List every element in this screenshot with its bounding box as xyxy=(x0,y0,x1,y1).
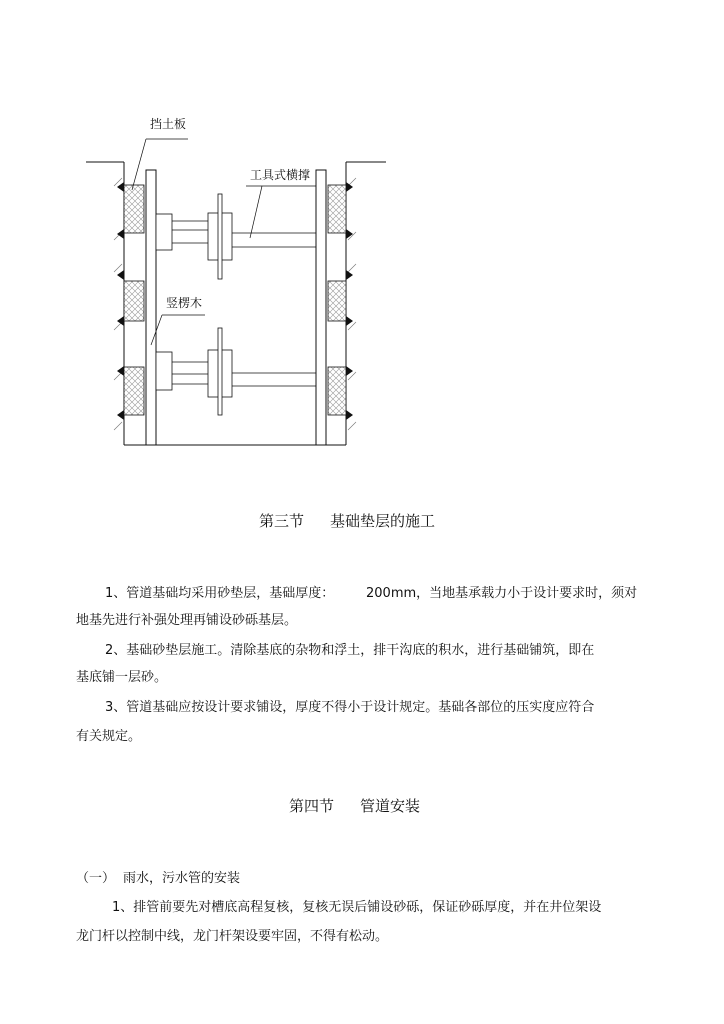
section4-heading xyxy=(289,799,420,814)
section4-title: 管道安装 xyxy=(360,797,421,815)
label-vertical-timber: 竖楞木 xyxy=(166,296,203,310)
label-retaining-board: 挡土板 xyxy=(150,117,187,131)
retaining-board-left-1 xyxy=(124,185,144,233)
tool-strut-upper xyxy=(156,194,316,279)
retaining-board-right-2 xyxy=(328,281,346,321)
wedge-markers-left xyxy=(117,182,124,420)
s4-p1-line2: 龙门杆以控制中线，龙门杆架设要牢固，不得有松动。 xyxy=(76,929,389,944)
s3-p2-line2: 基底铺一层砂。 xyxy=(76,670,168,685)
soil-hatch-left xyxy=(114,178,122,430)
s3-p3-line1: 3、管道基础应按设计要求铺设，厚度不得小于设计规定。基础各部位的压实度应符合 xyxy=(105,700,595,715)
section3-heading xyxy=(259,514,435,529)
s4-subheading-number: （一） xyxy=(76,871,116,886)
retaining-board-left-2 xyxy=(124,281,144,321)
s4-subheading-title: 雨水，污水管的安装 xyxy=(123,871,241,886)
s4-p1-line1: 1、排管前要先对槽底高程复核，复核无误后铺设砂砾，保证砂砾厚度，并在井位架设 xyxy=(112,900,602,915)
leader-retaining-board-diag xyxy=(132,139,146,190)
vertical-timber-right xyxy=(316,170,326,445)
retaining-board-right-3 xyxy=(328,367,346,415)
s4-subheading xyxy=(76,872,240,885)
retaining-board-right-1 xyxy=(328,185,346,233)
s3-p1-line1a: 1、管道基础均采用砂垫层，基础厚度： xyxy=(105,586,335,601)
vertical-timber-left xyxy=(146,170,156,445)
section4-number: 第四节 xyxy=(289,797,335,815)
s3-p1-line1b: 200mm，当地基承载力小于设计要求时，须对 xyxy=(366,586,638,601)
wedge-markers-right xyxy=(346,182,353,420)
soil-hatch-right xyxy=(348,178,356,430)
s3-p1-line2: 地基先进行补强处理再铺设砂砾基层。 xyxy=(76,613,298,628)
trench-shoring-diagram xyxy=(0,0,724,470)
tool-strut-lower xyxy=(156,328,316,415)
section3-title: 基础垫层的施工 xyxy=(330,512,436,530)
s3-p3-line2: 有关规定。 xyxy=(76,729,142,744)
section3-number: 第三节 xyxy=(259,512,305,530)
leader-tool-strut-diag xyxy=(250,186,262,238)
label-tool-strut: 工具式横撑 xyxy=(250,168,311,182)
s3-p2-line1: 2、基础砂垫层施工。清除基底的杂物和浮土，排干沟底的积水，进行基础铺筑，即在 xyxy=(105,643,595,658)
retaining-board-left-3 xyxy=(124,367,144,415)
